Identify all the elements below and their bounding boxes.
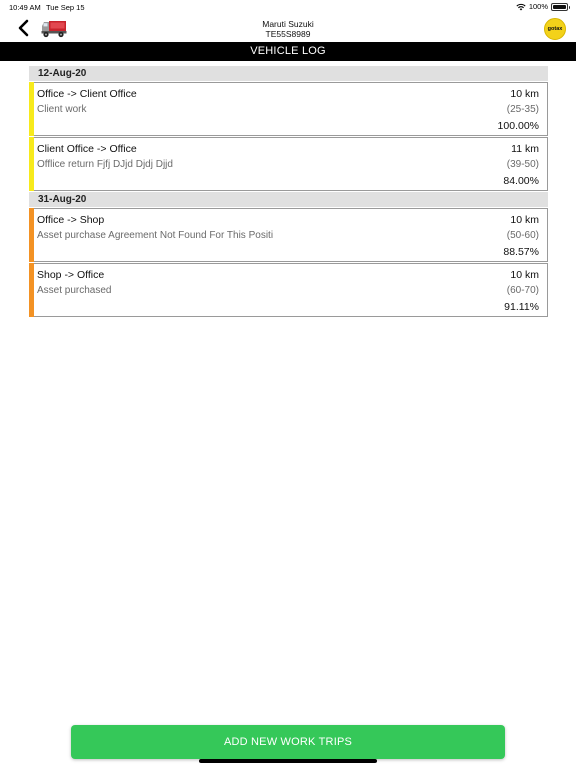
status-time: 10:49 AM bbox=[9, 3, 41, 12]
trip-color-bar bbox=[29, 137, 34, 191]
vehicle-number: TE55S8989 bbox=[265, 29, 311, 39]
vehicle-log-list bbox=[29, 66, 548, 318]
trip-distance: 11 km bbox=[511, 143, 539, 155]
status-date: Tue Sep 15 bbox=[46, 3, 85, 12]
trip-distance: 10 km bbox=[510, 214, 539, 226]
trip-row[interactable] bbox=[29, 208, 548, 262]
trip-distance: 10 km bbox=[510, 88, 539, 100]
vehicle-title bbox=[0, 19, 576, 39]
vehicle-name: Maruti Suzuki bbox=[262, 19, 314, 29]
trip-range: (25-35) bbox=[506, 104, 539, 115]
home-indicator bbox=[199, 759, 377, 763]
trip-route: Client Office -> Office bbox=[37, 143, 137, 155]
trip-route: Office -> Client Office bbox=[37, 88, 137, 100]
trip-color-bar bbox=[29, 208, 34, 262]
gotax-logo: gotax bbox=[544, 18, 566, 40]
trip-row[interactable] bbox=[29, 82, 548, 136]
trip-description: Asset purchased bbox=[37, 285, 112, 296]
add-new-work-trips-button[interactable]: ADD NEW WORK TRIPS bbox=[71, 725, 505, 759]
trip-row[interactable] bbox=[29, 137, 548, 191]
nav-header bbox=[0, 14, 576, 42]
trip-description: Asset purchase Agreement Not Found For This Positi bbox=[37, 230, 274, 241]
wifi-icon bbox=[516, 3, 526, 11]
status-right bbox=[516, 2, 568, 11]
date-header: 31-Aug-20 bbox=[29, 192, 548, 207]
trip-range: (50-60) bbox=[506, 230, 539, 241]
trip-percent: 100.00% bbox=[497, 120, 539, 132]
trip-description: Offlice return Fjfj DJjd Djdj Djjd bbox=[37, 159, 173, 170]
battery-icon bbox=[551, 3, 568, 11]
trip-distance: 10 km bbox=[510, 269, 539, 281]
trip-percent: 88.57% bbox=[503, 246, 539, 258]
trip-route: Office -> Shop bbox=[37, 214, 105, 226]
battery-percent: 100% bbox=[528, 2, 548, 11]
trip-percent: 91.11% bbox=[504, 301, 539, 313]
status-bar bbox=[0, 0, 576, 14]
trip-color-bar bbox=[29, 82, 34, 136]
trip-range: (39-50) bbox=[506, 159, 539, 170]
trip-route: Shop -> Office bbox=[37, 269, 105, 281]
date-header: 12-Aug-20 bbox=[29, 66, 548, 81]
page-title: VEHICLE LOG bbox=[0, 42, 576, 61]
trip-row[interactable] bbox=[29, 263, 548, 317]
trip-description: Client work bbox=[37, 104, 87, 115]
trip-color-bar bbox=[29, 263, 34, 317]
trip-range: (60-70) bbox=[506, 285, 539, 296]
trip-percent: 84.00% bbox=[503, 175, 539, 187]
